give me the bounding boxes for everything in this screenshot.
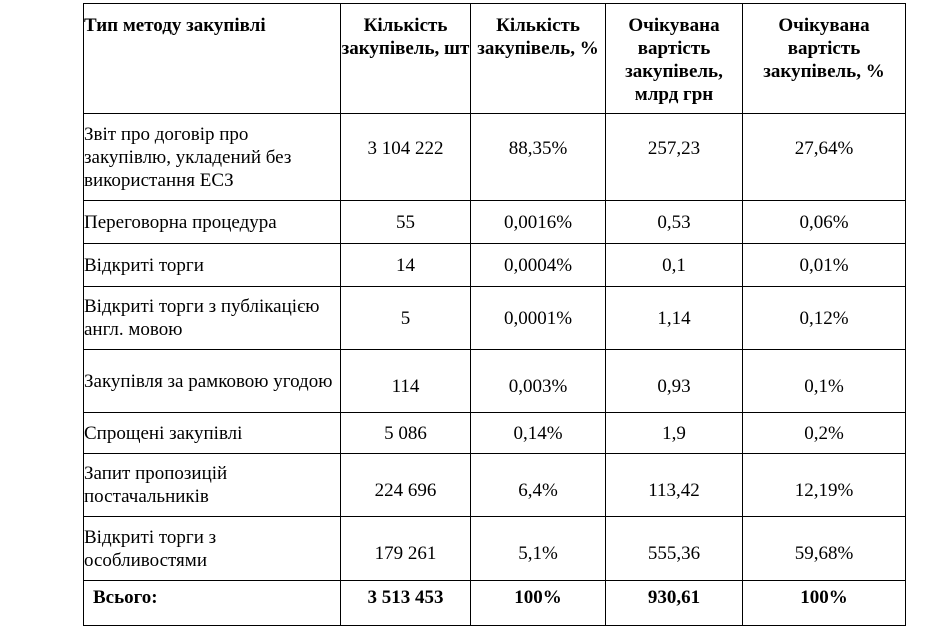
cell-method-type: Відкриті торги з особливостями: [84, 517, 341, 581]
table-row: [84, 350, 906, 413]
cell-method-type: Відкриті торги: [84, 244, 341, 287]
cell-count-percent: 0,0001%: [471, 287, 606, 350]
cell-count: 224 696: [341, 454, 471, 517]
cell-total-expected-value: 930,61: [606, 581, 743, 626]
header-count: Кількість закупівель, шт: [341, 4, 471, 114]
cell-total-expected-value-percent: 100%: [743, 581, 906, 626]
cell-total-count-percent: 100%: [471, 581, 606, 626]
cell-expected-value-percent: 59,68%: [743, 517, 906, 581]
cell-count-percent: 0,003%: [471, 350, 606, 413]
cell-count: 179 261: [341, 517, 471, 581]
cell-method-type: Звіт про договір про закупівлю, укладений без використання ЕСЗ: [84, 114, 341, 201]
cell-expected-value-percent: 12,19%: [743, 454, 906, 517]
cell-expected-value: 1,9: [606, 413, 743, 454]
cell-count-percent: 5,1%: [471, 517, 606, 581]
cell-expected-value: 0,53: [606, 201, 743, 244]
table-row: [84, 244, 906, 287]
cell-count: 55: [341, 201, 471, 244]
cell-count-percent: 6,4%: [471, 454, 606, 517]
table-row: [84, 517, 906, 581]
cell-total-label: Всього:: [84, 581, 341, 626]
cell-count: 114: [341, 350, 471, 413]
cell-count: 14: [341, 244, 471, 287]
cell-count-percent: 0,0004%: [471, 244, 606, 287]
cell-method-type: Відкриті торги з публікацією англ. мовою: [84, 287, 341, 350]
cell-expected-value: 555,36: [606, 517, 743, 581]
cell-expected-value: 0,1: [606, 244, 743, 287]
table-row: [84, 413, 906, 454]
header-expected-value: Очікувана вартість закупівель, млрд грн: [606, 4, 743, 114]
cell-count-percent: 0,14%: [471, 413, 606, 454]
cell-expected-value: 113,42: [606, 454, 743, 517]
cell-expected-value-percent: 0,2%: [743, 413, 906, 454]
cell-count: 5: [341, 287, 471, 350]
cell-expected-value: 0,93: [606, 350, 743, 413]
cell-expected-value: 257,23: [606, 114, 743, 201]
header-count-percent: Кількість закупівель, %: [471, 4, 606, 114]
cell-method-type: Запит пропозицій постачальників: [84, 454, 341, 517]
total-row: [84, 581, 906, 626]
table-row: [84, 287, 906, 350]
cell-count: 5 086: [341, 413, 471, 454]
cell-total-count: 3 513 453: [341, 581, 471, 626]
cell-expected-value-percent: 27,64%: [743, 114, 906, 201]
cell-method-type: Спрощені закупівлі: [84, 413, 341, 454]
header-expected-value-percent: Очікувана вартість закупівель, %: [743, 4, 906, 114]
table-row: [84, 454, 906, 517]
table-row: [84, 114, 906, 201]
cell-expected-value-percent: 0,06%: [743, 201, 906, 244]
cell-count-percent: 88,35%: [471, 114, 606, 201]
cell-method-type: Переговорна процедура: [84, 201, 341, 244]
cell-expected-value: 1,14: [606, 287, 743, 350]
cell-expected-value-percent: 0,12%: [743, 287, 906, 350]
cell-expected-value-percent: 0,01%: [743, 244, 906, 287]
cell-method-type: Закупівля за рамковою угодою: [84, 350, 341, 413]
header-method-type: Тип методу закупівлі: [84, 4, 341, 114]
table-header-row: [84, 4, 906, 114]
table-row: [84, 201, 906, 244]
cell-count: 3 104 222: [341, 114, 471, 201]
procurement-table: [83, 3, 906, 626]
cell-expected-value-percent: 0,1%: [743, 350, 906, 413]
cell-count-percent: 0,0016%: [471, 201, 606, 244]
